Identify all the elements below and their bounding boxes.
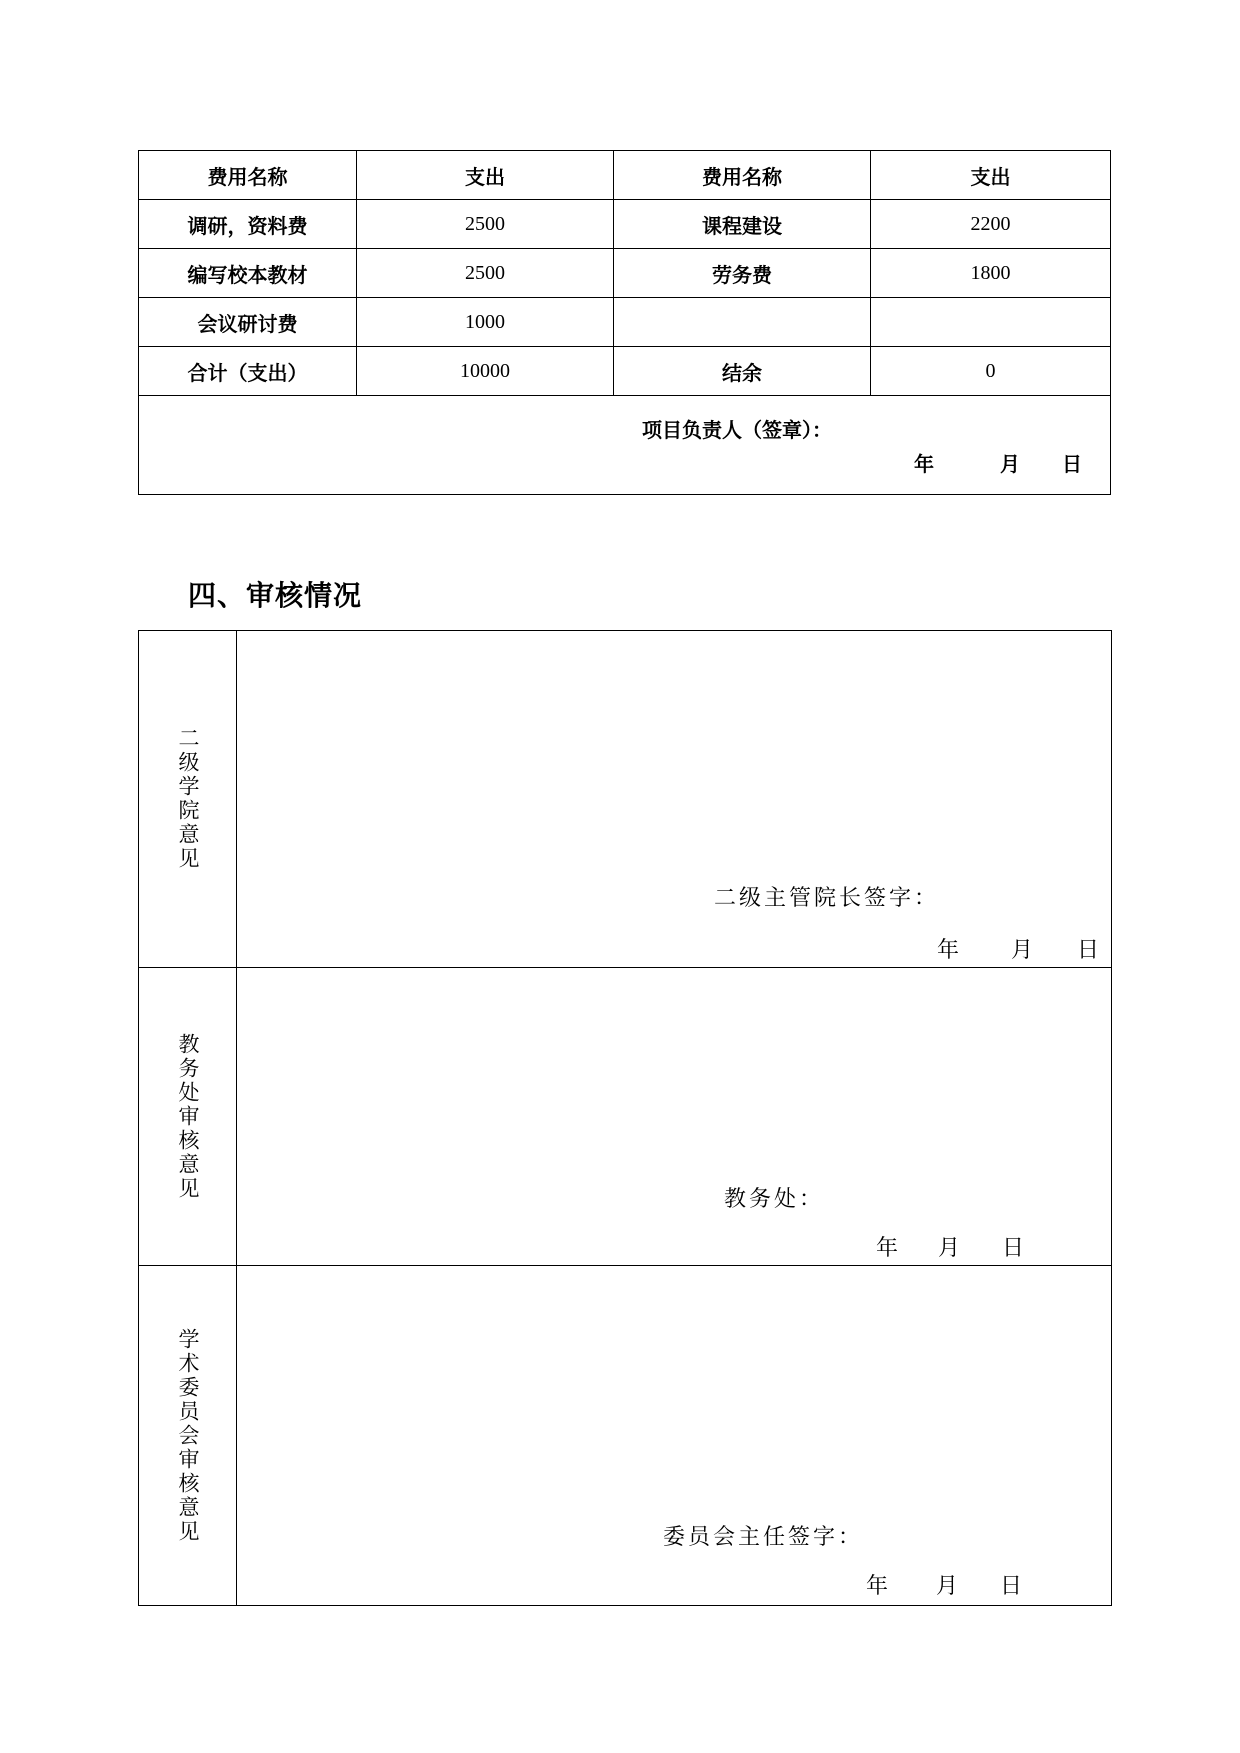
review-row-label: 教务处审核意见 bbox=[176, 1032, 200, 1201]
committee-chair-signature-label: 委员会主任签字： bbox=[663, 1525, 864, 1550]
date-day: 日 bbox=[1062, 452, 1082, 476]
review-row-label-cell bbox=[139, 631, 237, 967]
signature-date bbox=[914, 448, 1082, 477]
date-year: 年 bbox=[866, 1574, 889, 1599]
date-month: 月 bbox=[1011, 938, 1034, 963]
date-year: 年 bbox=[876, 1236, 899, 1261]
date-day: 日 bbox=[1077, 938, 1100, 963]
expense-table bbox=[138, 150, 1111, 495]
header-cell: 支出 bbox=[871, 151, 1111, 200]
expense-name-cell: 编写校本教材 bbox=[139, 249, 357, 298]
review-row-label-cell bbox=[139, 968, 237, 1265]
review-row-academic-committee bbox=[139, 1266, 1111, 1605]
total-amount-cell: 10000 bbox=[357, 347, 614, 396]
date-month: 月 bbox=[936, 1574, 959, 1599]
expense-amount-cell: 1000 bbox=[357, 298, 614, 347]
date-month: 月 bbox=[938, 1236, 961, 1261]
review-date bbox=[866, 1569, 1022, 1600]
review-table bbox=[138, 630, 1112, 1606]
review-date bbox=[937, 933, 1099, 964]
signature-row bbox=[139, 396, 1111, 495]
dean-signature-label: 二级主管院长签字： bbox=[714, 886, 940, 911]
review-row-label: 学术委员会审核意见 bbox=[176, 1327, 200, 1544]
table-row bbox=[139, 151, 1111, 200]
signature-cell bbox=[139, 396, 1111, 495]
table-row bbox=[139, 200, 1111, 249]
expense-name-cell: 课程建设 bbox=[614, 200, 871, 249]
balance-amount-cell: 0 bbox=[871, 347, 1111, 396]
header-cell: 费用名称 bbox=[614, 151, 871, 200]
date-day: 日 bbox=[1000, 1574, 1023, 1599]
expense-amount-cell: 1800 bbox=[871, 249, 1111, 298]
academic-affairs-signature-label: 教务处： bbox=[724, 1187, 825, 1212]
table-row bbox=[139, 249, 1111, 298]
review-date bbox=[876, 1231, 1024, 1262]
expense-name-cell: 会议研讨费 bbox=[139, 298, 357, 347]
expense-amount-cell: 2500 bbox=[357, 200, 614, 249]
header-cell: 费用名称 bbox=[139, 151, 357, 200]
expense-amount-cell: 2500 bbox=[357, 249, 614, 298]
expense-amount-cell: 2200 bbox=[871, 200, 1111, 249]
date-month: 月 bbox=[1000, 452, 1020, 476]
date-year: 年 bbox=[914, 452, 934, 476]
table-row bbox=[139, 298, 1111, 347]
review-row-college bbox=[139, 631, 1111, 968]
date-day: 日 bbox=[1002, 1236, 1025, 1261]
project-leader-signature-label: 项目负责人（签章）： bbox=[642, 418, 832, 442]
review-row-academic-affairs bbox=[139, 968, 1111, 1266]
balance-label-cell: 结余 bbox=[614, 347, 871, 396]
expense-name-cell: 劳务费 bbox=[614, 249, 871, 298]
expense-name-cell bbox=[614, 298, 871, 347]
total-label-cell: 合计（支出） bbox=[139, 347, 357, 396]
expense-amount-cell bbox=[871, 298, 1111, 347]
header-cell: 支出 bbox=[357, 151, 614, 200]
section-title: 四、审核情况 bbox=[188, 579, 363, 612]
date-year: 年 bbox=[937, 938, 960, 963]
table-row bbox=[139, 347, 1111, 396]
review-row-label-cell bbox=[139, 1266, 237, 1605]
expense-name-cell: 调研，资料费 bbox=[139, 200, 357, 249]
review-row-label: 二级学院意见 bbox=[176, 727, 200, 871]
